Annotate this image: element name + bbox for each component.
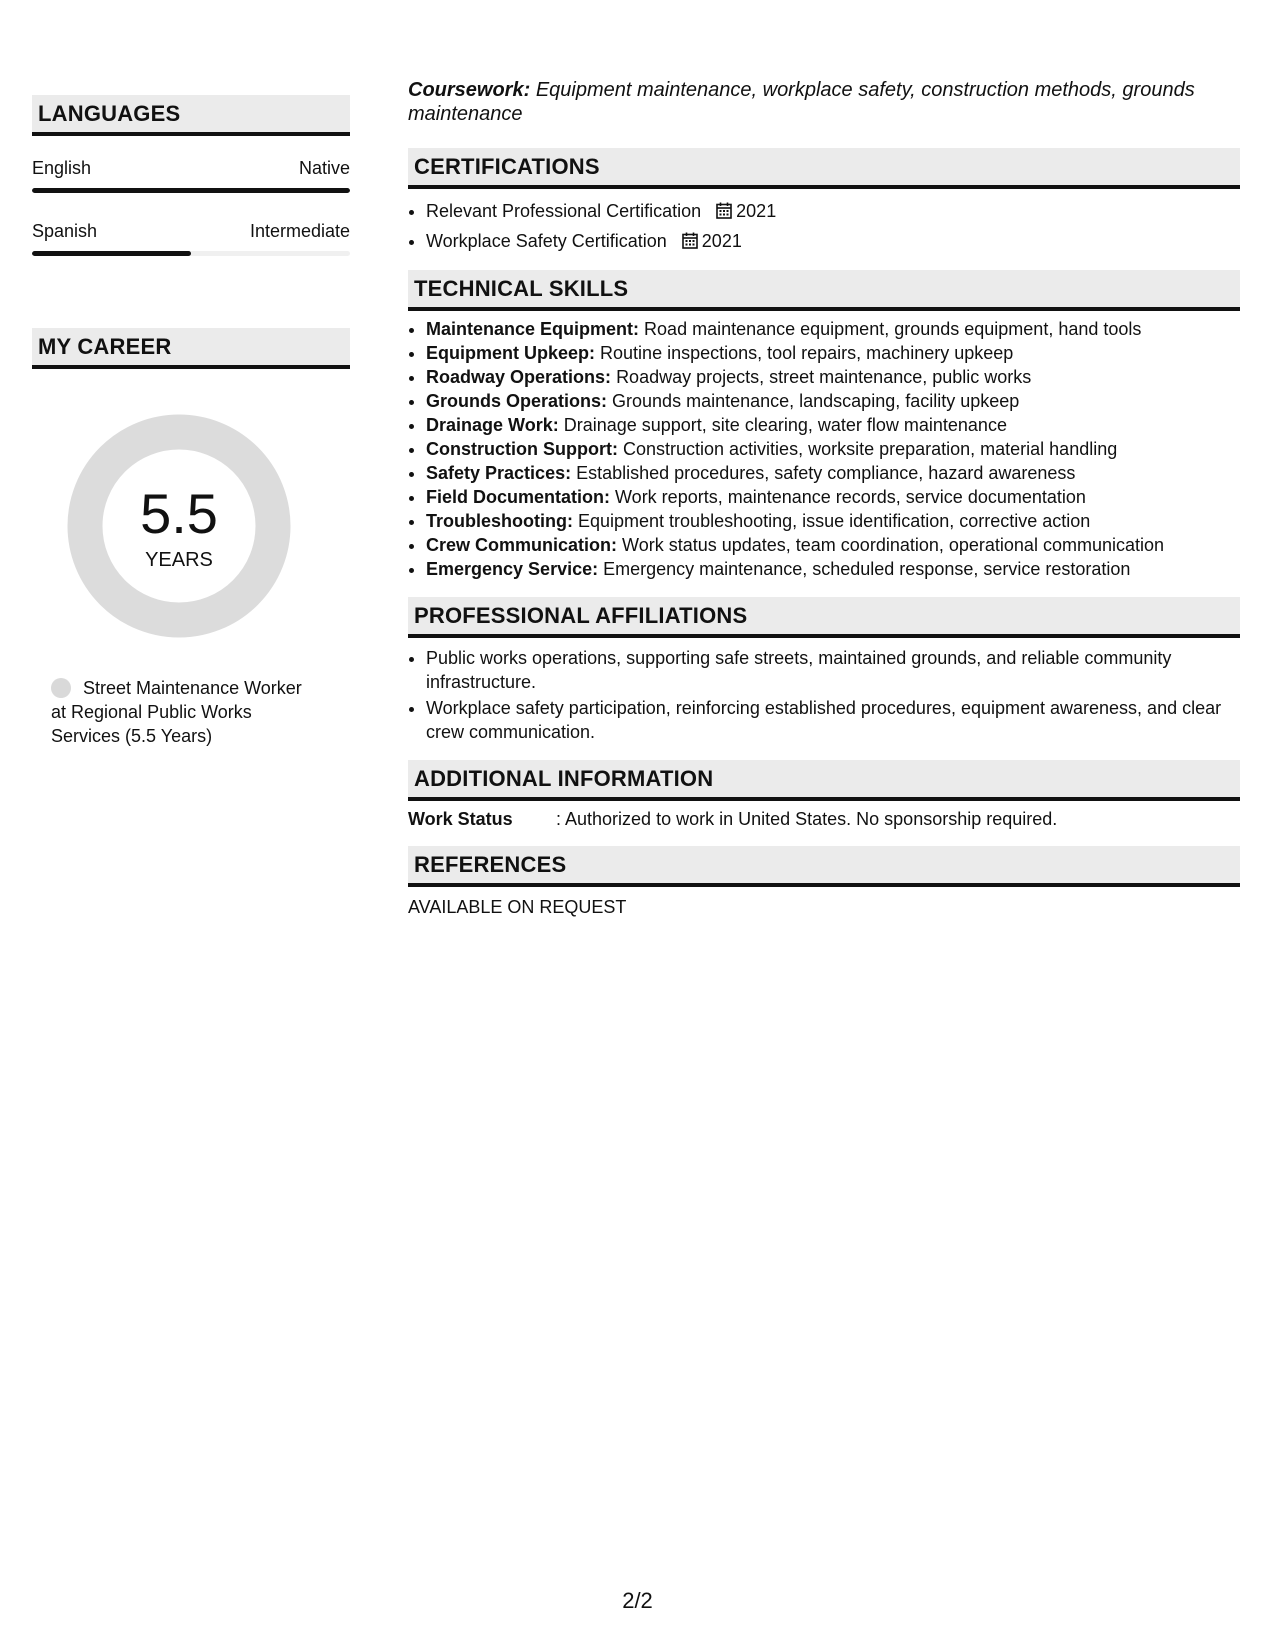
additional-information-heading: ADDITIONAL INFORMATION — [408, 760, 1240, 801]
page-number: 2/2 — [622, 1588, 653, 1613]
career-years-value: 5.5 — [140, 482, 218, 545]
language-name: Spanish — [32, 221, 98, 241]
additional-information-section — [408, 760, 1240, 830]
language-proficiency-bar — [32, 188, 350, 193]
technical-skill-label: Grounds Operations: — [426, 391, 608, 411]
technical-skill-text: Emergency maintenance, scheduled response, service restoration — [603, 559, 1131, 579]
technical-skill-item — [426, 413, 1240, 437]
technical-skill-label: Safety Practices: — [426, 463, 572, 483]
technical-skill-text: Equipment troubleshooting, issue identification, corrective action — [578, 511, 1091, 531]
language-item — [32, 158, 350, 193]
technical-skill-item — [426, 317, 1240, 341]
technical-skill-text: Road maintenance equipment, grounds equipment, hand tools — [644, 319, 1142, 339]
certification-item — [426, 227, 1240, 257]
technical-skill-label: Emergency Service: — [426, 559, 599, 579]
left-column — [32, 95, 350, 748]
technical-skill-item — [426, 461, 1240, 485]
languages-section — [32, 95, 350, 256]
technical-skill-label: Field Documentation: — [426, 487, 610, 507]
technical-skill-text: Work status updates, team coordination, operational communication — [622, 535, 1164, 555]
technical-skill-text: Routine inspections, tool repairs, machinery upkeep — [600, 343, 1014, 363]
career-dot-icon — [51, 678, 71, 698]
right-column — [408, 78, 1240, 918]
references-heading: REFERENCES — [408, 846, 1240, 887]
technical-skill-item — [426, 389, 1240, 413]
certification-year: 2021 — [701, 231, 742, 251]
technical-skill-label: Equipment Upkeep: — [426, 343, 596, 363]
technical-skill-label: Maintenance Equipment: — [426, 319, 640, 339]
technical-skill-label: Crew Communication: — [426, 535, 618, 555]
coursework-label: Coursework: — [408, 79, 531, 101]
language-proficiency-fill — [32, 188, 350, 193]
language-level: Intermediate — [249, 221, 350, 241]
technical-skills-heading: TECHNICAL SKILLS — [408, 270, 1240, 311]
affiliations-section — [408, 597, 1240, 744]
certifications-section — [408, 148, 1240, 257]
certification-name: Relevant Professional Certification — [426, 201, 702, 221]
language-proficiency-bar — [32, 251, 350, 256]
calendar-icon — [716, 199, 732, 227]
technical-skill-text: Construction activities, worksite preparation, material handling — [623, 439, 1118, 459]
technical-skill-item — [426, 341, 1240, 365]
affiliations-heading: PROFESSIONAL AFFILIATIONS — [408, 597, 1240, 638]
technical-skill-text: Grounds maintenance, landscaping, facility upkeep — [612, 391, 1020, 411]
technical-skill-item — [426, 365, 1240, 389]
career-section — [32, 328, 350, 748]
technical-skill-item — [426, 533, 1240, 557]
certifications-list — [408, 197, 1240, 257]
certification-item — [426, 197, 1240, 227]
certification-name: Workplace Safety Certification — [426, 231, 667, 251]
work-status-row — [408, 809, 1240, 830]
technical-skill-item — [426, 485, 1240, 509]
certification-year: 2021 — [736, 201, 777, 221]
career-ring — [67, 414, 291, 638]
certifications-heading: CERTIFICATIONS — [408, 148, 1240, 189]
affiliation-item: • Workplace safety participation, reinforcing established procedures, equipment awareness, and clear crew communication. — [426, 696, 1240, 744]
work-status-label: Work Status — [408, 809, 513, 829]
technical-skill-item — [426, 557, 1240, 581]
work-status-value: : Authorized to work in United States. No sponsorship required. — [556, 809, 1058, 829]
career-entry — [51, 676, 321, 748]
affiliations-list — [408, 646, 1240, 744]
technical-skill-item — [426, 509, 1240, 533]
language-level: Native — [298, 158, 350, 178]
technical-skill-label: Troubleshooting: — [426, 511, 573, 531]
career-entry-text: Street Maintenance Worker at Regional Public Works Services (5.5 Years) — [51, 678, 302, 746]
affiliation-item: • Public works operations, supporting safe streets, maintained grounds, and reliable community infrastructure. — [426, 646, 1240, 694]
languages-heading: LANGUAGES — [32, 95, 350, 136]
coursework — [408, 78, 1240, 126]
references-section — [408, 846, 1240, 918]
technical-skill-label: Roadway Operations: — [426, 367, 612, 387]
technical-skills-section — [408, 270, 1240, 581]
career-heading: MY CAREER — [32, 328, 350, 369]
technical-skill-text: Established procedures, safety compliance, hazard awareness — [576, 463, 1076, 483]
technical-skill-label: Drainage Work: — [426, 415, 559, 435]
technical-skill-label: Construction Support: — [426, 439, 618, 459]
technical-skill-text: Drainage support, site clearing, water flow maintenance — [563, 415, 1007, 435]
language-proficiency-fill — [32, 251, 191, 256]
references-text: AVAILABLE ON REQUEST — [408, 897, 627, 917]
language-item — [32, 221, 350, 256]
technical-skill-text: Work reports, maintenance records, service documentation — [615, 487, 1086, 507]
language-name: English — [32, 158, 92, 178]
technical-skills-list — [408, 317, 1240, 581]
coursework-text: Equipment maintenance, workplace safety, construction methods, grounds maintenance — [408, 79, 1195, 125]
career-years-unit: YEARS — [145, 549, 213, 571]
technical-skill-item — [426, 437, 1240, 461]
calendar-icon — [682, 229, 698, 257]
technical-skill-text: Roadway projects, street maintenance, public works — [616, 367, 1032, 387]
